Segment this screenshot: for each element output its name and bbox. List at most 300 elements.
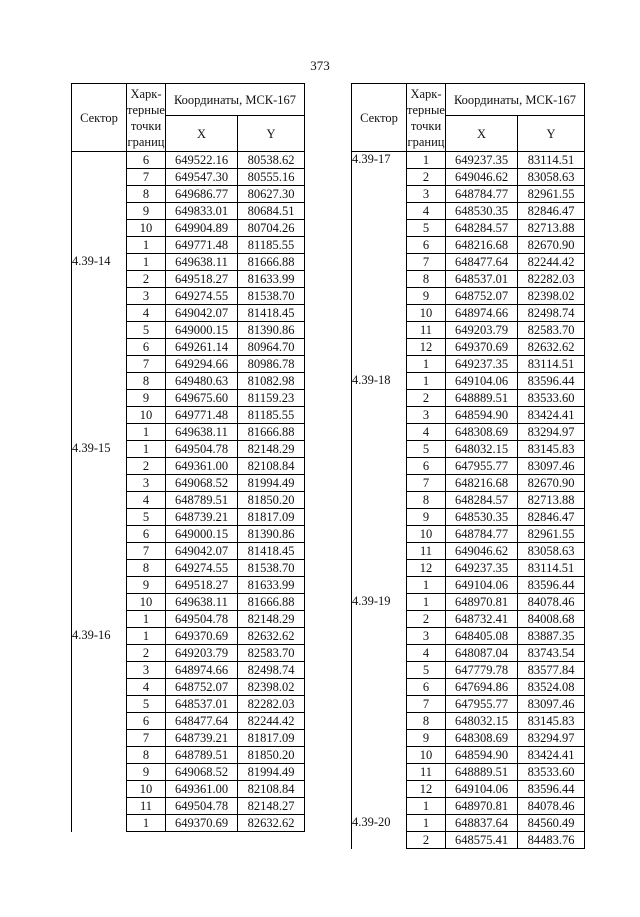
- x-coordinate-cell: 649104.06: [446, 373, 518, 390]
- x-coordinate-cell: 649638.11: [166, 594, 238, 611]
- sector-cell: [72, 577, 127, 594]
- sector-cell: [352, 560, 407, 577]
- point-number-cell: 6: [407, 679, 446, 696]
- point-number-cell: 4: [127, 492, 166, 509]
- y-coordinate-cell: 81666.88: [238, 254, 305, 271]
- sector-cell: 4.39-18: [352, 373, 407, 390]
- sector-cell: [72, 730, 127, 747]
- table-row: [72, 390, 305, 407]
- sector-cell: [352, 237, 407, 254]
- point-number-cell: 6: [127, 526, 166, 543]
- y-coordinate-cell: 83294.97: [518, 730, 585, 747]
- table-row: [72, 441, 305, 458]
- table-row: [72, 645, 305, 662]
- point-number-cell: 1: [127, 237, 166, 254]
- table-row: [72, 305, 305, 322]
- point-number-cell: 3: [407, 628, 446, 645]
- y-coordinate-cell: 83424.41: [518, 747, 585, 764]
- points-header: Харк-терные точки границ: [407, 84, 446, 152]
- point-number-cell: 4: [127, 305, 166, 322]
- y-coordinate-cell: 82398.02: [238, 679, 305, 696]
- sector-cell: [72, 407, 127, 424]
- y-coordinate-cell: 83097.46: [518, 458, 585, 475]
- x-coordinate-cell: 649046.62: [446, 543, 518, 560]
- y-coordinate-cell: 82846.47: [518, 509, 585, 526]
- sector-cell: [72, 611, 127, 628]
- sector-cell: [72, 747, 127, 764]
- sector-cell: [352, 781, 407, 798]
- table-row: [72, 339, 305, 356]
- sector-cell: 4.39-19: [352, 594, 407, 611]
- sector-cell: [72, 526, 127, 543]
- x-coordinate-cell: 647955.77: [446, 458, 518, 475]
- y-coordinate-cell: 82632.62: [518, 339, 585, 356]
- sector-cell: [352, 271, 407, 288]
- sector-cell: [72, 373, 127, 390]
- sector-cell: 4.39-15: [72, 441, 127, 458]
- y-coordinate-cell: 82632.62: [238, 815, 305, 832]
- x-coordinate-cell: 649042.07: [166, 305, 238, 322]
- table-row: [352, 560, 585, 577]
- point-number-cell: 10: [407, 526, 446, 543]
- coords-header: Координаты, МСК-167: [446, 84, 585, 116]
- y-coordinate-cell: 81418.45: [238, 305, 305, 322]
- point-number-cell: 1: [407, 594, 446, 611]
- point-number-cell: 11: [127, 798, 166, 815]
- point-number-cell: 10: [127, 781, 166, 798]
- x-coordinate-cell: 648477.64: [446, 254, 518, 271]
- sector-cell: [352, 628, 407, 645]
- point-number-cell: 6: [407, 458, 446, 475]
- table-row: [352, 764, 585, 781]
- y-coordinate-cell: 83887.35: [518, 628, 585, 645]
- y-coordinate-cell: 81185.55: [238, 237, 305, 254]
- sector-cell: [72, 152, 127, 169]
- table-row: [352, 781, 585, 798]
- point-number-cell: 1: [407, 815, 446, 832]
- y-coordinate-cell: 83058.63: [518, 169, 585, 186]
- table-row: [72, 152, 305, 169]
- point-number-cell: 2: [407, 611, 446, 628]
- x-coordinate-cell: 649261.14: [166, 339, 238, 356]
- sector-cell: [352, 543, 407, 560]
- y-coordinate-cell: 81538.70: [238, 560, 305, 577]
- point-number-cell: 1: [127, 611, 166, 628]
- table-row: [352, 271, 585, 288]
- x-coordinate-cell: 648739.21: [166, 509, 238, 526]
- table-row: [72, 237, 305, 254]
- table-row: [352, 152, 585, 169]
- sector-cell: [352, 764, 407, 781]
- point-number-cell: 2: [127, 645, 166, 662]
- y-coordinate-cell: 83294.97: [518, 424, 585, 441]
- y-coordinate-cell: 82148.29: [238, 611, 305, 628]
- y-coordinate-cell: 81666.88: [238, 424, 305, 441]
- sector-cell: [72, 492, 127, 509]
- table-row: [72, 186, 305, 203]
- y-coordinate-cell: 82961.55: [518, 526, 585, 543]
- coordinates-table-left: [71, 83, 305, 832]
- point-number-cell: 4: [407, 203, 446, 220]
- point-number-cell: 8: [407, 492, 446, 509]
- x-coordinate-cell: 648739.21: [166, 730, 238, 747]
- table-row: [352, 747, 585, 764]
- sector-cell: [352, 356, 407, 373]
- x-coordinate-cell: 649237.35: [446, 356, 518, 373]
- point-number-cell: 1: [127, 254, 166, 271]
- x-coordinate-cell: 649771.48: [166, 237, 238, 254]
- sector-cell: [352, 662, 407, 679]
- sector-cell: [352, 509, 407, 526]
- x-coordinate-cell: 649274.55: [166, 560, 238, 577]
- sector-cell: [72, 322, 127, 339]
- table-row: [72, 747, 305, 764]
- table-row: [72, 713, 305, 730]
- sector-cell: [72, 186, 127, 203]
- table-row: [72, 628, 305, 645]
- x-coordinate-cell: 647779.78: [446, 662, 518, 679]
- y-coordinate-cell: 82282.03: [238, 696, 305, 713]
- table-row: [72, 169, 305, 186]
- sector-cell: [352, 526, 407, 543]
- sector-cell: [72, 594, 127, 611]
- x-coordinate-cell: 649638.11: [166, 254, 238, 271]
- sector-cell: [72, 696, 127, 713]
- sector-cell: [72, 356, 127, 373]
- point-number-cell: 7: [407, 254, 446, 271]
- sector-cell: [72, 339, 127, 356]
- sector-cell: [72, 390, 127, 407]
- point-number-cell: 2: [407, 390, 446, 407]
- table-row: [352, 237, 585, 254]
- x-coordinate-cell: 649504.78: [166, 441, 238, 458]
- y-coordinate-cell: 80986.78: [238, 356, 305, 373]
- point-number-cell: 5: [407, 441, 446, 458]
- point-number-cell: 8: [127, 747, 166, 764]
- y-coordinate-cell: 82108.84: [238, 458, 305, 475]
- x-coordinate-cell: 649000.15: [166, 526, 238, 543]
- sector-cell: [72, 288, 127, 305]
- sector-cell: [352, 611, 407, 628]
- table-row: [72, 798, 305, 815]
- x-coordinate-cell: 649833.01: [166, 203, 238, 220]
- x-header: X: [446, 116, 518, 152]
- point-number-cell: 7: [127, 169, 166, 186]
- x-coordinate-cell: 648784.77: [446, 526, 518, 543]
- point-number-cell: 7: [127, 543, 166, 560]
- table-row: [352, 492, 585, 509]
- x-coordinate-cell: 648405.08: [446, 628, 518, 645]
- x-coordinate-cell: 648784.77: [446, 186, 518, 203]
- y-coordinate-cell: 81633.99: [238, 577, 305, 594]
- y-coordinate-cell: 82498.74: [518, 305, 585, 322]
- sector-cell: [352, 288, 407, 305]
- point-number-cell: 9: [407, 288, 446, 305]
- y-coordinate-cell: 81850.20: [238, 492, 305, 509]
- table-row: [352, 645, 585, 662]
- x-coordinate-cell: 649361.00: [166, 781, 238, 798]
- sector-cell: 4.39-14: [72, 254, 127, 271]
- table-row: [72, 543, 305, 560]
- x-coordinate-cell: 649675.60: [166, 390, 238, 407]
- sector-cell: [72, 798, 127, 815]
- point-number-cell: 12: [407, 560, 446, 577]
- x-coordinate-cell: 648308.69: [446, 424, 518, 441]
- point-number-cell: 1: [127, 815, 166, 832]
- y-coordinate-cell: 82670.90: [518, 475, 585, 492]
- x-coordinate-cell: 648284.57: [446, 220, 518, 237]
- table-row: [352, 390, 585, 407]
- x-coordinate-cell: 649370.69: [166, 628, 238, 645]
- table-row: [72, 492, 305, 509]
- x-coordinate-cell: 647955.77: [446, 696, 518, 713]
- coords-header: Координаты, МСК-167: [166, 84, 305, 116]
- table-row: [72, 322, 305, 339]
- y-coordinate-cell: 82846.47: [518, 203, 585, 220]
- table-row: [352, 220, 585, 237]
- y-coordinate-cell: 83743.54: [518, 645, 585, 662]
- table-row: [352, 713, 585, 730]
- point-number-cell: 11: [407, 764, 446, 781]
- sector-cell: [352, 696, 407, 713]
- table-row: [72, 356, 305, 373]
- table-row: [352, 254, 585, 271]
- y-coordinate-cell: 80684.51: [238, 203, 305, 220]
- table-row: [72, 271, 305, 288]
- x-coordinate-cell: 649237.35: [446, 560, 518, 577]
- table-row: [352, 424, 585, 441]
- x-coordinate-cell: 649504.78: [166, 798, 238, 815]
- x-coordinate-cell: 648837.64: [446, 815, 518, 832]
- y-coordinate-cell: 82108.84: [238, 781, 305, 798]
- point-number-cell: 6: [127, 152, 166, 169]
- y-header: Y: [518, 116, 585, 152]
- table-row: [352, 577, 585, 594]
- x-coordinate-cell: 648732.41: [446, 611, 518, 628]
- y-coordinate-cell: 83058.63: [518, 543, 585, 560]
- y-coordinate-cell: 83533.60: [518, 764, 585, 781]
- sector-cell: [352, 322, 407, 339]
- table-row: [352, 458, 585, 475]
- sector-cell: [352, 458, 407, 475]
- x-coordinate-cell: 648789.51: [166, 492, 238, 509]
- sector-cell: [352, 441, 407, 458]
- x-coordinate-cell: 649042.07: [166, 543, 238, 560]
- sector-cell: [352, 203, 407, 220]
- y-coordinate-cell: 80538.62: [238, 152, 305, 169]
- y-coordinate-cell: 84483.76: [518, 832, 585, 849]
- x-coordinate-cell: 649480.63: [166, 373, 238, 390]
- y-coordinate-cell: 83424.41: [518, 407, 585, 424]
- table-row: [72, 781, 305, 798]
- sector-cell: [72, 237, 127, 254]
- point-number-cell: 9: [127, 764, 166, 781]
- x-coordinate-cell: 647694.86: [446, 679, 518, 696]
- sector-cell: [352, 730, 407, 747]
- sector-cell: [72, 764, 127, 781]
- table-row: [72, 254, 305, 271]
- point-number-cell: 3: [127, 475, 166, 492]
- y-coordinate-cell: 81390.86: [238, 322, 305, 339]
- y-coordinate-cell: 81185.55: [238, 407, 305, 424]
- point-number-cell: 3: [407, 407, 446, 424]
- table-row: [72, 407, 305, 424]
- table-row: [352, 696, 585, 713]
- page-number: 373: [310, 58, 330, 73]
- table-row: [72, 509, 305, 526]
- table-row: [72, 696, 305, 713]
- table-row: [352, 509, 585, 526]
- point-number-cell: 8: [127, 373, 166, 390]
- y-coordinate-cell: 83114.51: [518, 356, 585, 373]
- table-row: [352, 441, 585, 458]
- sector-cell: 4.39-17: [352, 152, 407, 169]
- y-coordinate-cell: 81850.20: [238, 747, 305, 764]
- point-number-cell: 1: [407, 373, 446, 390]
- x-coordinate-cell: 649203.79: [166, 645, 238, 662]
- point-number-cell: 9: [127, 390, 166, 407]
- table-row: [72, 815, 305, 832]
- table-row: [352, 373, 585, 390]
- y-coordinate-cell: 84078.46: [518, 594, 585, 611]
- y-coordinate-cell: 83097.46: [518, 696, 585, 713]
- table-row: [352, 339, 585, 356]
- point-number-cell: 1: [407, 798, 446, 815]
- x-header: X: [166, 116, 238, 152]
- x-coordinate-cell: 648530.35: [446, 509, 518, 526]
- sector-cell: [352, 645, 407, 662]
- point-number-cell: 6: [127, 339, 166, 356]
- table-row: [72, 220, 305, 237]
- table-row: [352, 815, 585, 832]
- x-coordinate-cell: 649370.69: [446, 339, 518, 356]
- table-row: [352, 679, 585, 696]
- sector-cell: [72, 203, 127, 220]
- points-header: Харк-терные точки границ: [127, 84, 166, 152]
- table-row: [352, 543, 585, 560]
- point-number-cell: 12: [407, 339, 446, 356]
- sector-cell: [352, 679, 407, 696]
- sector-cell: [352, 798, 407, 815]
- point-number-cell: 9: [127, 577, 166, 594]
- sector-cell: [352, 475, 407, 492]
- y-coordinate-cell: 84078.46: [518, 798, 585, 815]
- point-number-cell: 1: [407, 152, 446, 169]
- x-coordinate-cell: 649771.48: [166, 407, 238, 424]
- y-coordinate-cell: 83114.51: [518, 560, 585, 577]
- sector-cell: [72, 424, 127, 441]
- x-coordinate-cell: 649104.06: [446, 781, 518, 798]
- y-coordinate-cell: 80964.70: [238, 339, 305, 356]
- y-coordinate-cell: 83145.83: [518, 441, 585, 458]
- table-row: [352, 526, 585, 543]
- point-number-cell: 9: [407, 509, 446, 526]
- point-number-cell: 8: [127, 560, 166, 577]
- y-coordinate-cell: 82632.62: [238, 628, 305, 645]
- left-table-body: [72, 152, 305, 832]
- x-coordinate-cell: 648789.51: [166, 747, 238, 764]
- table-row: [72, 373, 305, 390]
- sector-cell: [72, 509, 127, 526]
- x-coordinate-cell: 648216.68: [446, 237, 518, 254]
- sector-cell: [352, 186, 407, 203]
- table-row: [352, 322, 585, 339]
- point-number-cell: 5: [407, 662, 446, 679]
- point-number-cell: 5: [407, 220, 446, 237]
- point-number-cell: 7: [127, 356, 166, 373]
- point-number-cell: 7: [407, 475, 446, 492]
- x-coordinate-cell: 649000.15: [166, 322, 238, 339]
- x-coordinate-cell: 649068.52: [166, 764, 238, 781]
- point-number-cell: 1: [407, 356, 446, 373]
- y-coordinate-cell: 81817.09: [238, 509, 305, 526]
- y-coordinate-cell: 82244.42: [518, 254, 585, 271]
- x-coordinate-cell: 649686.77: [166, 186, 238, 203]
- point-number-cell: 9: [407, 730, 446, 747]
- table-row: [72, 203, 305, 220]
- point-number-cell: 1: [127, 424, 166, 441]
- y-coordinate-cell: 81159.23: [238, 390, 305, 407]
- table-row: [72, 526, 305, 543]
- point-number-cell: 6: [127, 713, 166, 730]
- table-row: [72, 679, 305, 696]
- sector-cell: [352, 407, 407, 424]
- x-coordinate-cell: 649294.66: [166, 356, 238, 373]
- sector-cell: [72, 815, 127, 832]
- y-coordinate-cell: 80627.30: [238, 186, 305, 203]
- table-row: [352, 203, 585, 220]
- x-coordinate-cell: 649361.00: [166, 458, 238, 475]
- y-coordinate-cell: 82961.55: [518, 186, 585, 203]
- point-number-cell: 1: [407, 577, 446, 594]
- point-number-cell: 8: [407, 271, 446, 288]
- y-coordinate-cell: 81633.99: [238, 271, 305, 288]
- x-coordinate-cell: 649370.69: [166, 815, 238, 832]
- point-number-cell: 7: [407, 696, 446, 713]
- y-coordinate-cell: 82148.27: [238, 798, 305, 815]
- x-coordinate-cell: 649518.27: [166, 577, 238, 594]
- point-number-cell: 10: [127, 594, 166, 611]
- point-number-cell: 8: [127, 186, 166, 203]
- x-coordinate-cell: 648032.15: [446, 441, 518, 458]
- x-coordinate-cell: 649518.27: [166, 271, 238, 288]
- sector-cell: [352, 254, 407, 271]
- point-number-cell: 5: [127, 322, 166, 339]
- x-coordinate-cell: 649504.78: [166, 611, 238, 628]
- sector-cell: [72, 560, 127, 577]
- sector-header: Сектор: [72, 84, 127, 152]
- sector-cell: [72, 169, 127, 186]
- table-row: [352, 169, 585, 186]
- point-number-cell: 10: [407, 305, 446, 322]
- table-row: [72, 424, 305, 441]
- point-number-cell: 2: [127, 458, 166, 475]
- sector-cell: 4.39-20: [352, 815, 407, 832]
- sector-cell: [72, 713, 127, 730]
- table-row: [72, 458, 305, 475]
- y-coordinate-cell: 82713.88: [518, 492, 585, 509]
- table-row: [352, 628, 585, 645]
- table-row: [352, 798, 585, 815]
- y-coordinate-cell: 82713.88: [518, 220, 585, 237]
- x-coordinate-cell: 648216.68: [446, 475, 518, 492]
- y-coordinate-cell: 83145.83: [518, 713, 585, 730]
- y-coordinate-cell: 81082.98: [238, 373, 305, 390]
- x-coordinate-cell: 648575.41: [446, 832, 518, 849]
- point-number-cell: 4: [407, 424, 446, 441]
- table-row: [352, 305, 585, 322]
- y-coordinate-cell: 81666.88: [238, 594, 305, 611]
